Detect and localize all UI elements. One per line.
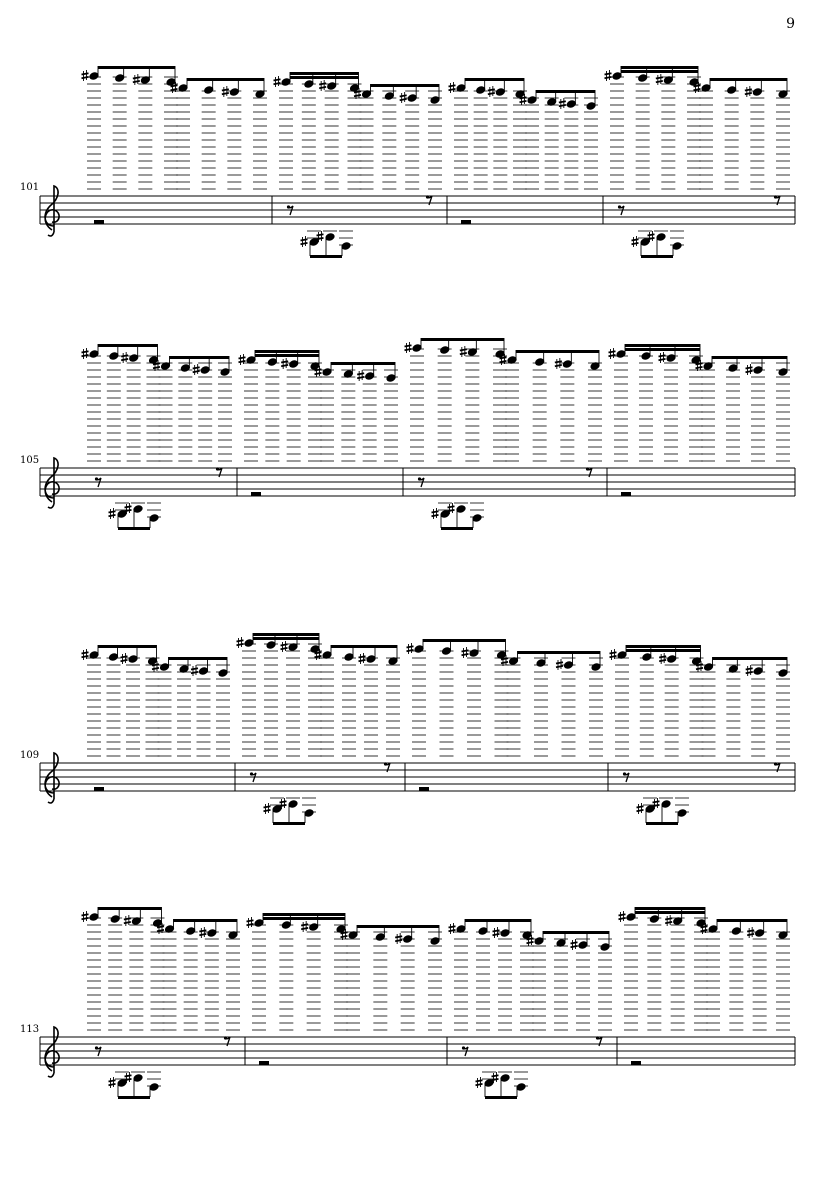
beam bbox=[371, 84, 440, 87]
sharp-accidental bbox=[109, 1077, 116, 1088]
page-number: 9 bbox=[786, 16, 795, 32]
note-head bbox=[309, 923, 319, 932]
beam bbox=[421, 338, 504, 341]
beam bbox=[625, 348, 700, 351]
note-head bbox=[753, 667, 763, 676]
beam bbox=[98, 344, 158, 347]
note-head bbox=[672, 242, 682, 251]
note-head bbox=[304, 80, 314, 89]
sharp-accidental bbox=[619, 911, 626, 922]
note-head bbox=[731, 927, 741, 936]
note-head bbox=[244, 639, 254, 648]
whole-rest bbox=[631, 1061, 641, 1065]
beam bbox=[635, 911, 705, 914]
note-head bbox=[407, 94, 417, 103]
note-head bbox=[667, 655, 677, 664]
beam bbox=[465, 78, 524, 81]
note-head bbox=[199, 667, 209, 676]
beam bbox=[485, 1096, 517, 1099]
sharp-accidental bbox=[659, 352, 666, 363]
whole-rest bbox=[419, 787, 429, 791]
sharp-accidental bbox=[237, 637, 244, 648]
note-head bbox=[218, 669, 228, 678]
beam bbox=[621, 66, 698, 69]
note-head bbox=[566, 100, 576, 109]
note-head bbox=[288, 800, 298, 809]
note-head bbox=[207, 929, 217, 938]
beam bbox=[621, 70, 698, 73]
beam bbox=[255, 350, 319, 353]
note-head bbox=[753, 366, 763, 375]
note-head bbox=[403, 935, 413, 944]
eighth-rest-dot bbox=[250, 772, 253, 775]
note-head bbox=[89, 913, 99, 922]
note-head bbox=[281, 78, 291, 87]
sharp-accidental bbox=[301, 236, 308, 247]
sharp-accidental bbox=[82, 911, 89, 922]
beam bbox=[518, 651, 601, 654]
note-head bbox=[110, 915, 120, 924]
beam bbox=[641, 255, 673, 258]
note-head bbox=[500, 1074, 510, 1083]
note-head bbox=[200, 366, 210, 375]
note-head bbox=[612, 72, 622, 81]
beam bbox=[253, 637, 319, 640]
eighth-rest-dot bbox=[418, 477, 421, 480]
beam bbox=[290, 72, 359, 75]
note-head bbox=[440, 346, 450, 355]
note-head bbox=[562, 360, 572, 369]
beam bbox=[255, 354, 319, 357]
sharp-accidental bbox=[555, 358, 562, 369]
beam bbox=[331, 645, 397, 648]
measure-number: 105 bbox=[20, 455, 40, 466]
note-head bbox=[516, 1083, 526, 1092]
eighth-rest-dot bbox=[774, 195, 777, 198]
beam bbox=[118, 1096, 150, 1099]
whole-rest bbox=[94, 787, 104, 791]
note-head bbox=[344, 653, 354, 662]
sharp-accidental bbox=[247, 917, 254, 928]
whole-rest bbox=[251, 492, 261, 496]
sharp-accidental bbox=[121, 653, 128, 664]
beam bbox=[713, 657, 788, 660]
sharp-accidental bbox=[665, 915, 672, 926]
beam bbox=[516, 350, 599, 353]
sharp-accidental bbox=[462, 647, 469, 658]
note-head bbox=[591, 663, 601, 672]
note-head bbox=[109, 653, 119, 662]
sharp-accidental bbox=[357, 370, 364, 381]
note-head bbox=[586, 102, 596, 111]
sharp-accidental bbox=[264, 803, 271, 814]
note-head bbox=[456, 505, 466, 514]
eighth-rest-dot bbox=[224, 1036, 227, 1039]
sharp-accidental bbox=[199, 927, 206, 938]
beam bbox=[646, 822, 678, 825]
sharp-accidental bbox=[609, 348, 616, 359]
sharp-accidental bbox=[359, 653, 366, 664]
sharp-accidental bbox=[656, 74, 663, 85]
measure-number: 109 bbox=[20, 750, 40, 761]
note-head bbox=[704, 663, 714, 672]
note-head bbox=[220, 368, 230, 377]
sharp-accidental bbox=[493, 927, 500, 938]
beam bbox=[253, 633, 319, 636]
sharp-accidental bbox=[556, 659, 563, 670]
beam bbox=[263, 913, 345, 916]
note-head bbox=[656, 233, 666, 242]
note-head bbox=[149, 1083, 159, 1092]
note-head bbox=[666, 354, 676, 363]
beam bbox=[310, 255, 342, 258]
note-head bbox=[160, 663, 170, 672]
note-head bbox=[133, 505, 143, 514]
note-head bbox=[564, 661, 574, 670]
whole-rest bbox=[461, 220, 471, 224]
whole-rest bbox=[94, 220, 104, 224]
sharp-accidental bbox=[222, 86, 229, 97]
treble-clef bbox=[45, 458, 59, 508]
measure-number: 113 bbox=[20, 1024, 40, 1035]
beam bbox=[625, 344, 700, 347]
sharp-accidental bbox=[747, 927, 754, 938]
sharp-accidental bbox=[400, 92, 407, 103]
sharp-accidental bbox=[407, 643, 414, 654]
sharp-accidental bbox=[571, 939, 578, 950]
beam bbox=[536, 90, 595, 93]
note-head bbox=[327, 82, 337, 91]
beam bbox=[357, 925, 439, 928]
sharp-accidental bbox=[124, 915, 131, 926]
beam bbox=[710, 78, 787, 81]
note-head bbox=[375, 933, 385, 942]
note-head bbox=[727, 86, 737, 95]
note-head bbox=[500, 929, 510, 938]
eighth-rest-dot bbox=[774, 762, 777, 765]
note-head bbox=[472, 514, 482, 523]
note-head bbox=[204, 86, 214, 95]
sharp-accidental bbox=[460, 346, 467, 357]
note-head bbox=[89, 72, 99, 81]
sharp-accidental bbox=[432, 508, 439, 519]
note-head bbox=[229, 88, 239, 97]
beam bbox=[465, 919, 531, 922]
beam bbox=[331, 362, 395, 365]
note-head bbox=[322, 368, 332, 377]
note-head bbox=[476, 86, 486, 95]
note-head bbox=[728, 364, 738, 373]
sharp-accidental bbox=[746, 665, 753, 676]
sharp-accidental bbox=[476, 1077, 483, 1088]
eighth-rest-dot bbox=[596, 1036, 599, 1039]
note-head bbox=[366, 655, 376, 664]
note-head bbox=[578, 941, 588, 950]
note-head bbox=[304, 809, 314, 818]
note-head bbox=[365, 372, 375, 381]
sharp-accidental bbox=[605, 70, 612, 81]
sharp-accidental bbox=[281, 358, 288, 369]
note-head bbox=[600, 943, 610, 952]
note-head bbox=[412, 344, 422, 353]
sharp-accidental bbox=[133, 74, 140, 85]
beam bbox=[170, 356, 230, 359]
note-head bbox=[527, 96, 537, 105]
beam bbox=[626, 649, 701, 652]
note-head bbox=[266, 641, 276, 650]
sharp-accidental bbox=[281, 641, 288, 652]
note-head bbox=[133, 1074, 143, 1083]
eighth-rest-dot bbox=[287, 205, 290, 208]
sharp-accidental bbox=[109, 508, 116, 519]
note-head bbox=[89, 350, 99, 359]
beam bbox=[626, 645, 701, 648]
sharp-accidental bbox=[559, 98, 566, 109]
beam bbox=[174, 919, 238, 922]
note-head bbox=[642, 653, 652, 662]
note-head bbox=[469, 649, 479, 658]
note-head bbox=[534, 937, 544, 946]
beam bbox=[543, 931, 609, 934]
eighth-rest-dot bbox=[623, 772, 626, 775]
eighth-rest-dot bbox=[462, 1046, 465, 1049]
note-head bbox=[641, 352, 651, 361]
sharp-accidental bbox=[632, 236, 639, 247]
sharp-accidental bbox=[637, 803, 644, 814]
note-head bbox=[638, 74, 648, 83]
note-head bbox=[128, 655, 138, 664]
note-head bbox=[626, 913, 636, 922]
note-head bbox=[149, 514, 159, 523]
sharp-accidental bbox=[274, 76, 281, 87]
note-head bbox=[414, 645, 424, 654]
note-head bbox=[661, 800, 671, 809]
sharp-accidental bbox=[659, 653, 666, 664]
eighth-rest-dot bbox=[95, 1046, 98, 1049]
treble-clef bbox=[45, 753, 59, 803]
note-head bbox=[281, 921, 291, 930]
whole-rest bbox=[259, 1061, 269, 1065]
beam bbox=[187, 78, 264, 81]
note-head bbox=[289, 360, 299, 369]
sharp-accidental bbox=[319, 80, 326, 91]
sharp-accidental bbox=[121, 352, 128, 363]
whole-rest bbox=[621, 492, 631, 496]
sharp-accidental bbox=[82, 348, 89, 359]
sharp-accidental bbox=[488, 86, 495, 97]
note-head bbox=[535, 358, 545, 367]
note-head bbox=[186, 927, 196, 936]
note-head bbox=[180, 364, 190, 373]
beam bbox=[717, 919, 787, 922]
beam bbox=[98, 645, 157, 648]
eighth-rest-dot bbox=[586, 467, 589, 470]
eighth-rest-dot bbox=[384, 762, 387, 765]
note-head bbox=[267, 358, 277, 367]
sharp-accidental bbox=[745, 86, 752, 97]
beam bbox=[169, 657, 228, 660]
eighth-rest-dot bbox=[618, 205, 621, 208]
sharp-accidental bbox=[82, 70, 89, 81]
beam bbox=[290, 76, 359, 79]
sharp-accidental bbox=[395, 933, 402, 944]
beam bbox=[98, 907, 162, 910]
note-head bbox=[384, 92, 394, 101]
treble-clef bbox=[45, 186, 59, 236]
note-head bbox=[649, 915, 659, 924]
beam bbox=[263, 917, 345, 920]
sharp-accidental bbox=[746, 364, 753, 375]
note-head bbox=[495, 88, 505, 97]
note-head bbox=[430, 937, 440, 946]
note-head bbox=[616, 350, 626, 359]
note-head bbox=[442, 647, 452, 656]
note-head bbox=[109, 352, 119, 361]
note-head bbox=[129, 354, 139, 363]
note-head bbox=[341, 242, 351, 251]
beam bbox=[98, 66, 175, 69]
note-head bbox=[254, 919, 264, 928]
note-head bbox=[386, 374, 396, 383]
note-head bbox=[677, 809, 687, 818]
note-head bbox=[325, 233, 335, 242]
note-head bbox=[752, 88, 762, 97]
note-head bbox=[778, 669, 788, 678]
note-head bbox=[755, 929, 765, 938]
eighth-rest-dot bbox=[95, 477, 98, 480]
eighth-rest-dot bbox=[426, 195, 429, 198]
note-head bbox=[115, 74, 125, 83]
beam bbox=[273, 822, 305, 825]
note-head bbox=[478, 927, 488, 936]
eighth-rest-dot bbox=[216, 467, 219, 470]
beam bbox=[118, 527, 150, 530]
beam bbox=[423, 639, 506, 642]
sharp-accidental bbox=[405, 342, 412, 353]
note-head bbox=[536, 659, 546, 668]
measure-number: 101 bbox=[20, 182, 40, 193]
note-head bbox=[430, 96, 440, 105]
sharp-accidental bbox=[193, 364, 200, 375]
beam bbox=[441, 527, 473, 530]
beam bbox=[712, 356, 787, 359]
treble-clef bbox=[45, 1027, 59, 1077]
note-head bbox=[778, 368, 788, 377]
sharp-accidental bbox=[301, 921, 308, 932]
sharp-accidental bbox=[191, 665, 198, 676]
beam bbox=[635, 907, 705, 910]
